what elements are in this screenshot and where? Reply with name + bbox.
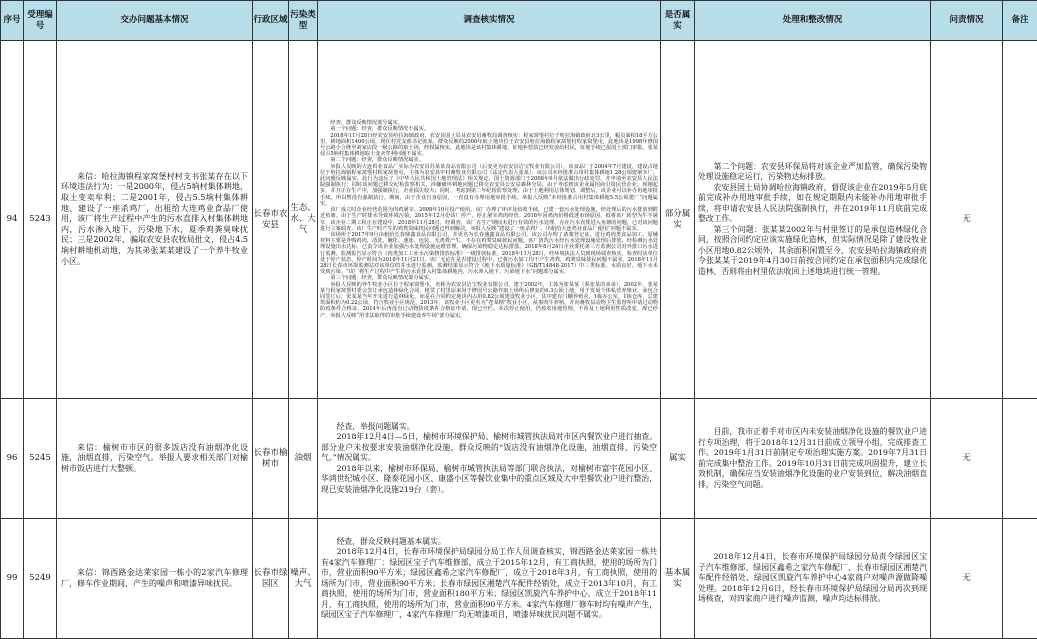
handling-paragraph: 第二个问题：农安县环保局将对该企业严加监管，确保污染物处理设施稳定运行，污染物达标排放。 [698,162,927,183]
header-pollution: 污染类型 [289,1,318,41]
cell-issue [57,399,253,519]
header-issue: 交办问题基本情况 [57,1,253,41]
cell-remarks [1003,519,1037,639]
investigation-paragraph: 经查，举报问题属实。 [321,422,657,433]
handling-paragraph: 第三个问题：张某某2002年与村里签订的是承包造林绿化合同，按照合同约定应该实施绿化造林，但实际情况是除了建设牧业小区用地0.82公顷外，其余面积闲置至今，农安县哈拉海镇政府责令张某某于2019年4月30日前按合同约定在承包面积内完成绿化造林，否则将由村里依法收回上述地块进行统一管理。 [698,225,927,278]
cell-investigation [318,519,661,639]
header-remarks: 备注 [1003,1,1037,41]
header-investigation: 调查核实情况 [318,1,661,41]
investigation-paragraph: 2018年以来，榆树市环保局、榆树市城管执法局等部门联合执法，对榆树市富宇花园小区、华鸿世纪城小区、隆泰花园小区、康盛小区等餐饮业集中的重点区域及大中型餐饮业户进行整治，现已安装油烟净化设施219台（套）。 [321,464,657,496]
handling-paragraph: 农安县国土局协调哈拉海镇政府，督促该企业在2019年5月底前完成补办用地审批手续，如在规定期限内未能补办用地审批手续，将申请农安县人民法院强制执行，并在2019年11月底前完成整改工作。 [698,183,927,225]
issue-text: 来信：榆树市市区的很多饭店没有油烟净化设施，油烟直排，污染空气。举报人要求相关部门对榆树市饭店进行大整顿。 [61,443,248,475]
issue-text: 来信：锦西路金达莱家园一栋小的2家汽车修理厂，修车作业期间，产生的噪声和喷漆异味扰民。 [61,568,248,589]
cell-accountability: 无 [931,399,1003,519]
cell-pollution: 噪声、大气 [289,519,318,639]
cell-handling [695,519,931,639]
cell-district: 长春市榆树市 [253,399,289,519]
header-handling: 处理和整改情况 [695,1,931,41]
issue-text: 来信：哈拉海镇程家窝堡村村支书张某存在以下环境违法行为：一是2000年，侵占5垧村集体耕地，取土变卖牟利；二是2001年，侵占5.5垧村集体耕地，建设了一座杀鸡厂，出租给大连鸡业食品厂使用，该厂将生产过程中产生的污水直排入村集体耕地内，污水渗入地下，污染地下水，夏季鸡粪臭味扰民；三是2002年，骗取农安县农牧局批文，侵占4.5垧村耕地机动地，为其弟张某某建设了一个养牛牧业小区。 [61,172,248,267]
header-district: 行政区域 [253,1,289,41]
investigation-paragraph: 经查，群众反映情况部分属实。 [320,120,658,126]
cell-verified: 部分属实 [661,41,695,399]
cell-accountability: 无 [931,41,1003,399]
header-seq: 序号 [1,1,24,41]
investigation-paragraph: 举报人反映的养牛牧业小区位于程家窝堡屯，名称为农安县洁宝牧业有限公司，建于2002年，主体为张某某（系张某的弟弟），2002年，张某某与程家窝堡村委会签订承包造林绿化合同，租赁了村里原来用于修国号公路作取土场所后修复的4.3公顷土地，用于发展个体私营养殖业，承包合同签订后，张某某当年开未进行造林绿化，而是在合同约定地块内占用0.82公顷建设牧业小区，其中建有门棚养殖舍，1栋办公室，1栋仓库，总建筑面积约为0.22公顷，符合牧业小区规范，2013年，该牧业小区更名为“苍某精”牧业小区，从事肉牛养殖，并向畜牧局动物卫生监督所申请过动物防疫条件合格证。2014年后再没有过动物防疫条件合格证申请，现已空栏。本次停止使用，仍按农用地管理，不涉及土地利用性质改变。现已停产，举报人反映“用非法取得的审批手续建设养牛场”部分属实。 [320,282,658,319]
cell-investigation [318,399,661,519]
cell-issue [57,519,253,639]
investigation-paragraph: 第三个问题：经查，群众反映情况部分属实。 [320,275,658,281]
header-verified: 是否属实 [661,1,695,41]
investigation-paragraph: 2018年12月4日—5日，榆树市环境保护局、榆树市城管执法局对市区内餐饮业户进行抽查。部分业户未按要求安装油烟净化设施，群众反映的“饭店没有油烟净化设施，油烟直排，污染空气。”情况属实。 [321,432,657,464]
cell-verified: 基本属实 [661,519,695,639]
investigation-paragraph: 2018年11月28日经农安县哈拉海镇政府、农安县国土局及农安县畜牧局调查核实：程家窝堡村位于哈拉海镇政府北3公里，幅员面积18平方公里，耕地面积1400公顷，现任村党支部书记张某。群众反映的2000年取土地块位于农安县哈拉海镇程家窝堡村程家窝堡屯，此地块是1998年修国号公路小合隆至刘家店段一级公路的取土场，经权属核实，此地块是该村集体耕地，征地补偿款已经发放给村民，征地手续已报国土部门审批。张某侵占5垧村集体耕地取土变卖牟利问题不属实。 [320,133,658,158]
cell-case-no: 5245 [24,399,57,519]
cell-investigation [318,41,661,399]
cell-case-no: 5243 [24,41,57,399]
header-row [1,1,1037,41]
handling-paragraph: 目前，我市正着手对市区内未安装油烟净化设施的餐饮业户进行专项治理，将于2018年12月31日前成立领导小组，完成排查工作。2019年1月31日前制定专项治理实施方案。2019年7月31日前完成集中整治工作。2019年10月31日前完成巩固提升，建立长效机制，确保应当安装油烟净化设施的业户安装到位，解决油烟直排，污染空气问题。 [698,427,927,490]
cell-case-no: 5249 [24,519,57,639]
investigation-paragraph: 第二个问题：经查，群众反映情况属实。 [320,157,658,163]
cell-seq: 99 [1,519,24,639]
cell-remarks [1003,41,1037,399]
table-row [1,399,1037,519]
header-accountability: 问责情况 [931,1,1003,41]
cell-seq: 96 [1,399,24,519]
investigation-paragraph: 2018年12月4日，长春市环境保护局绿园分局工作人员调查核实，锦西路金达莱家园一栋共有4家汽车修理厂：绿园区宝子汽车维修部，成立于2015年12月，有工商执照，使用的场所为门市，营业面积90平方米；绿园区鑫希之家汽车修配厂，成立于2018年3月，有工商执照，使用的场所为门市，营业面积90平方米；长春市绿园区湘楚汽车配件经销处，成立于2013年10月，有工商执照，使用的场所为门市，营业面积180平方米；绿园区凯旋汽车养护中心，成立于2018年11月，有工商执照，使用的场所为门市，营业面积90平方米。4家汽车修理厂修车时均有噪声产生，绿园区宝子汽车修理厂，4家汽车修理厂均无喷漆项目，喷漆异味扰民问题不属实。 [321,547,657,621]
cell-district: 长春市农安县 [253,41,289,399]
cell-handling [695,41,931,399]
investigation-paragraph: 该厂成立时企业经营范围为肉鸡屠宰，2008年10月投产使用。该厂办理了环评及验收手续，已建一套污水处理设施，经处理后的污水排放到附近鱼塘。由于生产时排水导致环境污染。2015年12月份该厂停产，停止屠宰鸡肉经营。2018年因鸡肉价格低迷市场原因，拟将该厂转型为牛羊屠宰，该企业二期工程正在建设中。2018年11月28日，经调查，该厂在生产期间未进行有效的污水处理，存在污水直排进入鱼塘的问题，已对该问题进行立案调查。该厂生产时产生的鸡粪臭味扰民问题已得到解决。举报人反映“建设了一座杀鸡厂，出租给大连鸡业食品厂使用”问题不属实。 [320,207,658,232]
cell-accountability: 无 [931,519,1003,639]
handling-paragraph: 2018年12月4日，长春市环境保护局绿园分局责令绿园区宝子汽车维修部、绿园区鑫希之家汽车修配厂、长春市绿园区湘楚汽车配件经销处、绿园区凯旋汽车养护中心4家商户对噪声源做降噪处理。2018年12月6日，经长春市环境保护局绿园分局再次到现场核查，对四家商户进行噪声监测，噪声均达标排放。 [698,552,927,605]
cell-remarks [1003,399,1037,519]
cell-verified: 属实 [661,399,695,519]
cell-district: 长春市绿园区 [253,519,289,639]
table-row [1,41,1037,399]
cell-handling [695,399,931,519]
cell-issue [57,41,253,399]
investigation-paragraph: 第一个问题：经查，群众反映情况不属实。 [320,126,658,132]
cell-seq: 94 [1,41,24,399]
investigation-paragraph: 举报人反映的大连鸡业食品厂实际为农安县苏某某食品有限公司（后变更为农安县洁宝牧业有限公司），该食品厂于2004年7月建设，建设占地位于哈拉海镇程家窝堡村程家窝堡屯，主体为农安县牢村畜牧业有限公司（法定代表人张某），该公司未经批准占用村集体耕地1.28公顷建屠宰厂。此问题反映属实。此行为违反了《中华人民共和国土地管理法》相关规定，国土资源部门于2008年6月依法做出行政处罚，并申请至农安县人民法院强制执行；同时该问题已移交纪检监察机关，涉嫌破坏耕地问题已移交农安县公安局森林分局，由于考虑到该企业属招商引资民营企业，现刚起步，并且正在生产中，加强制执行，企业损失较大；同时，考虑到第二年纪检监察处理，由于土地利用总体规划、调整后，该企业可以补办用地审批手续，所以暂没有强制执行。期间，由于企业自身原因，一直没有办理用地审批手续。举报人反映“未经批准占用村集体耕地5.5公顷建厂”问题属实。 [320,164,658,207]
cell-pollution: 生态、水、大气 [289,41,318,399]
table-row [1,519,1037,639]
investigation-paragraph: 经查，群众反映问题基本属实。 [321,537,657,548]
header-case-no: 受理编号 [24,1,57,41]
investigation-paragraph: 该场所于2017年9月由租给长春鼎鑫食品有限公司，并更名为长春盛鑫食品有限公司，该公司办理了备案登记证。进行鸡肉类食品加工，原辅材料主要是外购鸡肉，清洗、腌化、速冻、包装，无鸡粪产生。不存在鸡粪臭味扰民问题。该厂清洗污水经污水处理设施处理后排放，经检测污水处理设施出水达标，已责令该企业加强污水处理设施运维管理，确保污染物稳定达标排放。2018年8月24日企业委托第三方监测公司对外排口污水进行监测，监测报告显示符合《肉类加工工业水污染物排放标准》一级排放标准。2018年11月28日，经环境执法人员到现场调查核实，检查时该单位处于停产状态，停产时间为2018年11月21日。该厂无论在是否建设过程中，已将污水加工均不产生鸡粪，鸡粪臭味扰民问题不属实。2018年11月28日长春市环境监测站对该单位的井水进行监测，监测结果显示符合《地下水质量标准》（GB/T14848-2017）中三类标准。水质良好。地下水未受到污染。“该厂将生产过程中产生的污水直排入村集体耕地内，污水渗入地下，污染地下水”问题部分属实。 [320,232,658,275]
cell-pollution: 油烟 [289,399,318,519]
